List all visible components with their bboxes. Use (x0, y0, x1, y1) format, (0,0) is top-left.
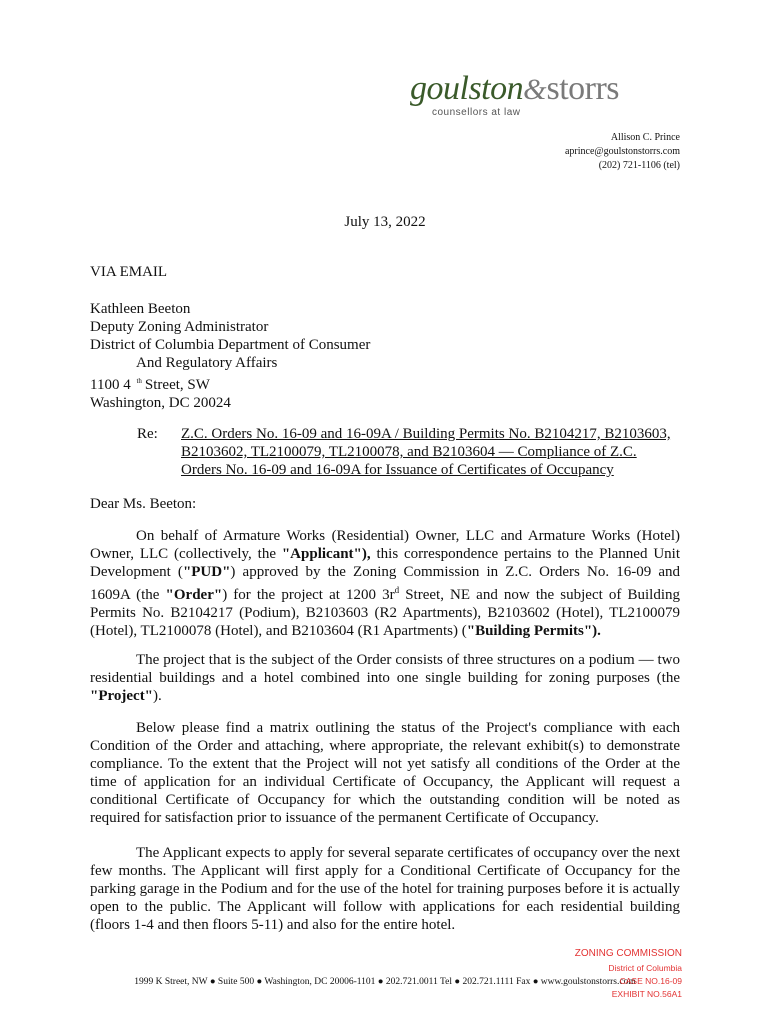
p1-text-2: this correspondence pertains to the Planned Unit Development ( (90, 546, 680, 580)
sender-block (565, 131, 680, 173)
subject-line-3: Orders No. 16-09 and 16-09A for Issuance of Certificates of Occupancy (181, 462, 614, 478)
p1-bold-pud: "PUD" (182, 564, 231, 580)
logo-wordmark-primary: goulston (410, 70, 524, 107)
stamp-line-case: CASE NO.16-09 (619, 976, 682, 986)
recipient-street (90, 372, 370, 394)
street-ordinal: th (136, 377, 142, 385)
p1-bold-order: "Order" (165, 587, 223, 603)
subject-label: Re: (137, 426, 158, 442)
recipient-city: Washington, DC 20024 (90, 395, 231, 411)
p1-bold-permits: "Building Permits"). (466, 623, 601, 639)
logo-tagline: counsellors at law (432, 107, 521, 118)
p1-text-3: ) approved by the Zoning Commission in Z.C. Orders No. 16-09 and 1609A (the (90, 564, 680, 603)
p2-bold-project: "Project" (90, 688, 154, 704)
exhibit-stamp (575, 947, 682, 1001)
recipient-name: Kathleen Beeton (90, 301, 191, 317)
salutation: Dear Ms. Beeton: (90, 496, 197, 512)
delivery-method: VIA EMAIL (90, 264, 168, 280)
p1-bold-applicant: "Applicant"), (281, 546, 371, 562)
street-number: 1100 4 (90, 377, 131, 393)
stamp-line-exhibit: EXHIBIT NO.56A1 (611, 989, 682, 999)
recipient-address (90, 300, 370, 412)
p1-superscript: d (394, 585, 400, 595)
sender-phone: (202) 721-1106 (tel) (598, 160, 680, 171)
logo-ampersand: & (523, 73, 547, 106)
p4-text: The Applicant expects to apply for several separate certificates of occupancy over the next few months. The Applicant will first apply for a Conditional Certificate of Occupancy for the parking garage in the Podium and for the use of the hotel for training purposes before it is actually open to the public. The Applicant will follow with applications for each residential building (floors 1-4 and then floors 5-11) and also for the entire hotel. (90, 845, 680, 933)
stamp-line-district: District of Columbia (608, 963, 682, 973)
recipient-org: District of Columbia Department of Consumer (90, 337, 371, 353)
letter-date: July 13, 2022 (344, 214, 426, 230)
sender-name: Allison C. Prince (610, 132, 680, 143)
body-paragraph-3 (90, 719, 680, 827)
recipient-title: Deputy Zoning Administrator (90, 319, 269, 335)
stamp-line-commission: ZONING COMMISSION (574, 948, 682, 959)
firm-logo (410, 70, 685, 126)
body-paragraph-4 (90, 844, 680, 934)
subject-line-2: B2103602, TL2100079, TL2100078, and B2103604 — Compliance of Z.C. (181, 444, 637, 460)
recipient-org-cont: And Regulatory Affairs (136, 355, 278, 371)
subject-line-1: Z.C. Orders No. 16-09 and 16-09A / Building Permits No. B2104217, B2103603, (181, 426, 671, 442)
street-rest: Street, SW (144, 377, 210, 393)
subject-line (181, 425, 681, 479)
p2-text-1: The project that is the subject of the Order consists of three structures on a podium — two residential buildings and a hotel combined into one single building for zoning purposes (the (90, 652, 680, 686)
letterhead-footer: 1999 K Street, NW ● Suite 500 ● Washington, DC 20006-1101 ● 202.721.0011 Tel ● 202.721.1111 Fax ● www.goulstonstorrs.com (134, 977, 636, 987)
p1-text-1: On behalf of Armature Works (Residential) Owner, LLC and Armature Works (Hotel) Owner, LLC (collectively, the (90, 528, 680, 562)
p3-text: Below please find a matrix outlining the status of the Project's compliance with each Condition of the Order and attaching, where appropriate, the relevant exhibit(s) to demonstrate compliance. To the extent that the Project will not yet satisfy all conditions of the Order at the time of application for an individual Certificate of Occupancy, the Applicant will request a conditional Certificate of Occupancy for which the outstanding condition will be noted as required for satisfaction prior to issuance of the permanent Certificate of Occupancy. (90, 720, 680, 826)
logo-wordmark-secondary: storrs (546, 70, 620, 107)
p1-text-5: Street, NE and now the subject of Building Permits No. B2104217 (Podium), B2103603 (R2 Apartments), B2103602 (Hotel), TL2100079 (Hotel), TL2100078 (Hotel), and B2103604 (R1 Apartments) ( (90, 587, 680, 639)
body-paragraph-2 (90, 651, 680, 705)
body-paragraph-1 (90, 527, 680, 640)
sender-email: aprince@goulstonstorrs.com (564, 146, 680, 157)
p2-text-2: ). (153, 688, 162, 704)
logo-wordmark (410, 72, 619, 106)
p1-text-4: ) for the project at 1200 3r (222, 587, 395, 603)
